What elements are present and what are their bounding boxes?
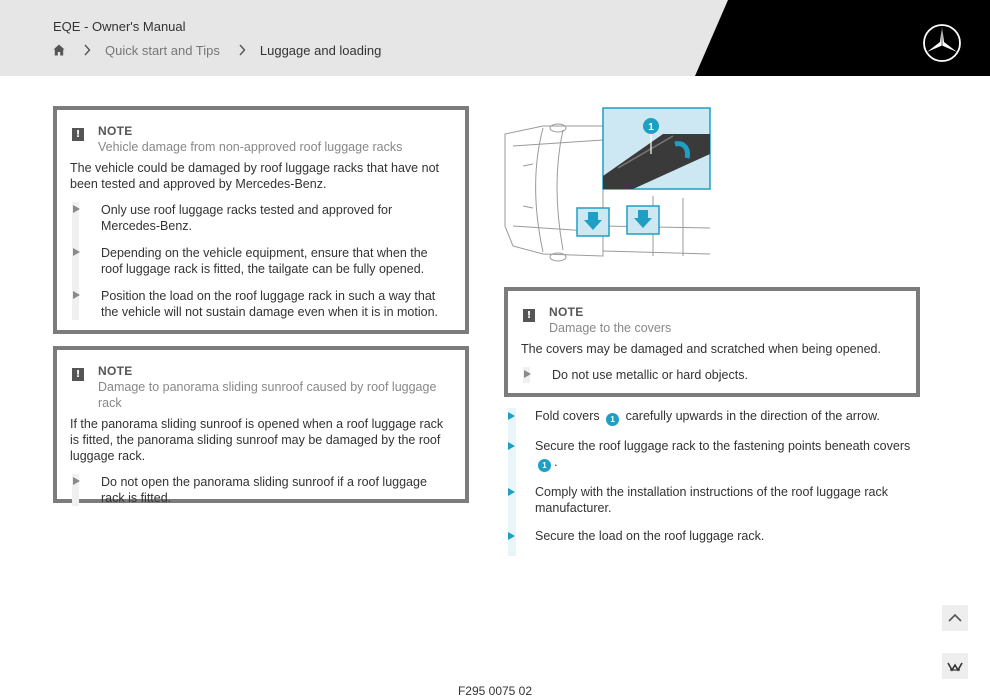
list-item bbox=[505, 438, 925, 472]
note-steps bbox=[70, 202, 451, 320]
step-text: Only use roof luggage racks tested and approved for Mercedes-Benz. bbox=[101, 203, 393, 233]
note-body: The covers may be damaged and scratched when being opened. bbox=[521, 342, 881, 356]
home-icon[interactable] bbox=[53, 44, 65, 56]
feedback-button[interactable] bbox=[942, 653, 968, 679]
note-header bbox=[70, 363, 451, 411]
step-text: Secure the roof luggage rack to the fastening points beneath covers bbox=[535, 439, 911, 453]
step-text: Do not open the panorama sliding sunroof if a roof luggage rack is fitted. bbox=[101, 475, 427, 505]
step-text: Position the load on the roof luggage rack in such a way that the vehicle will not sustain damage even when it is in motion. bbox=[101, 289, 438, 319]
chevron-up-icon bbox=[942, 605, 968, 631]
callout-badge: 1 bbox=[606, 413, 619, 426]
arrow-right-icon bbox=[508, 488, 515, 496]
step-text: . bbox=[554, 455, 558, 469]
note-body: The vehicle could be damaged by roof luggage racks that have not been tested and approved by Mercedes-Benz. bbox=[70, 161, 439, 191]
figure-caption: F295 0075 02 bbox=[457, 684, 533, 698]
callout-number: 1 bbox=[648, 122, 654, 133]
list-item bbox=[70, 202, 451, 234]
note-box-covers bbox=[504, 287, 920, 397]
arrow-right-icon bbox=[73, 248, 80, 256]
chevron-right-icon bbox=[83, 44, 91, 56]
callout-badge: 1 bbox=[538, 459, 551, 472]
note-steps bbox=[521, 367, 902, 383]
warning-icon: ! bbox=[72, 128, 84, 141]
note-subtitle: Damage to panorama sliding sunroof caused by roof luggage rack bbox=[98, 380, 437, 410]
header-bar bbox=[0, 0, 990, 76]
note-label: NOTE bbox=[98, 364, 133, 378]
list-item bbox=[70, 288, 451, 320]
breadcrumb-luggage: Luggage and loading bbox=[259, 42, 382, 58]
arrow-right-icon bbox=[73, 291, 80, 299]
note-header bbox=[521, 304, 902, 336]
list-item bbox=[521, 367, 902, 383]
list-item bbox=[505, 528, 925, 544]
note-steps bbox=[70, 474, 451, 506]
step-text: Secure the load on the roof luggage rack. bbox=[535, 529, 765, 543]
step-text: Fold covers bbox=[535, 409, 600, 423]
list-item bbox=[505, 408, 925, 426]
arrow-right-icon bbox=[508, 532, 515, 540]
note-subtitle: Vehicle damage from non-approved roof luggage racks bbox=[98, 140, 403, 154]
note-label: NOTE bbox=[98, 124, 133, 138]
feedback-icon bbox=[942, 653, 968, 679]
note-box-sunroof bbox=[53, 346, 469, 503]
mercedes-star-logo[interactable] bbox=[922, 23, 962, 63]
step-text: Depending on the vehicle equipment, ensure that when the roof luggage rack is fitted, the tailgate can be fully opened. bbox=[101, 246, 428, 276]
arrow-right-icon bbox=[73, 205, 80, 213]
note-box-roof-racks bbox=[53, 106, 469, 334]
chevron-right-icon bbox=[238, 44, 246, 56]
step-text: Do not use metallic or hard objects. bbox=[552, 368, 748, 382]
note-header bbox=[70, 123, 451, 155]
breadcrumb bbox=[53, 42, 381, 58]
warning-icon: ! bbox=[72, 368, 84, 381]
arrow-right-icon bbox=[508, 442, 515, 450]
breadcrumb-quick-start[interactable]: Quick start and Tips bbox=[105, 42, 220, 58]
warning-icon: ! bbox=[523, 309, 535, 322]
step-text: carefully upwards in the direction of the arrow. bbox=[625, 409, 880, 423]
arrow-right-icon bbox=[508, 412, 515, 420]
scroll-to-top-button[interactable] bbox=[942, 605, 968, 631]
arrow-right-icon bbox=[524, 370, 531, 378]
step-text: Comply with the installation instructions of the roof luggage rack manufacturer. bbox=[535, 485, 888, 515]
app-title: EQE - Owner's Manual bbox=[53, 19, 186, 34]
roof-rack-illustration bbox=[503, 106, 712, 263]
arrow-right-icon bbox=[73, 477, 80, 485]
note-label: NOTE bbox=[549, 305, 584, 319]
note-subtitle: Damage to the covers bbox=[549, 321, 672, 335]
list-item bbox=[505, 484, 925, 516]
instruction-steps bbox=[505, 408, 925, 556]
list-item bbox=[70, 245, 451, 277]
list-item bbox=[70, 474, 451, 506]
note-body: If the panorama sliding sunroof is opened when a roof luggage rack is fitted, the panorama sliding sunroof may be damaged by the roof luggage rack. bbox=[70, 417, 444, 463]
